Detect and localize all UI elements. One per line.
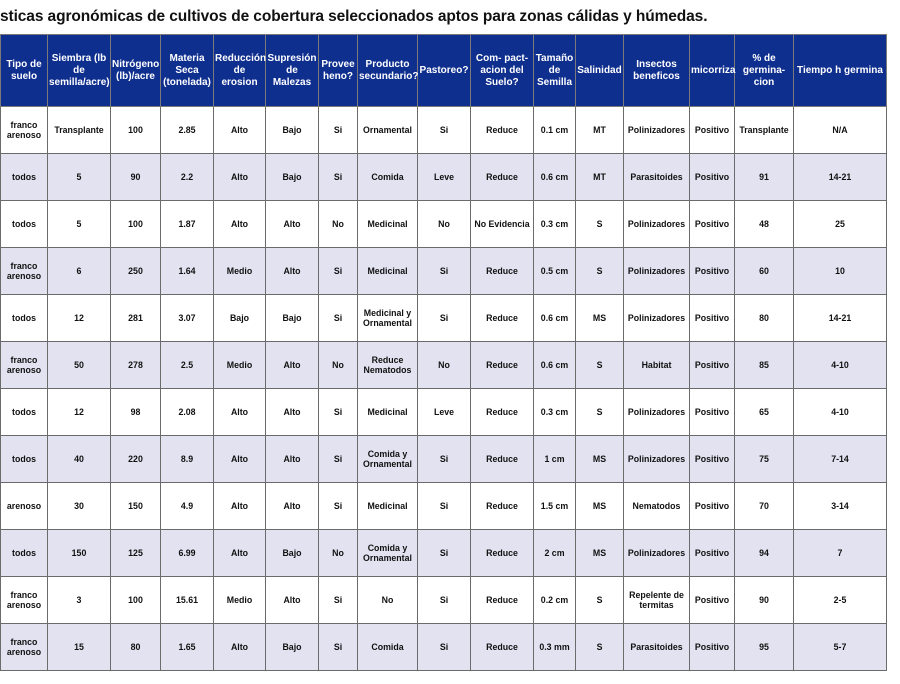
table-cell: No Evidencia xyxy=(471,201,534,248)
table-cell: Si xyxy=(319,154,358,201)
table-cell: Positivo xyxy=(690,201,735,248)
cover-crop-table xyxy=(0,34,887,671)
table-cell: 1.64 xyxy=(161,248,214,295)
table-cell: Si xyxy=(319,483,358,530)
table-cell: MS xyxy=(576,436,624,483)
table-cell: Reduce xyxy=(471,483,534,530)
table-cell: Si xyxy=(319,624,358,671)
table-cell: Habitat xyxy=(624,342,690,389)
column-header: Producto secundario? xyxy=(358,35,418,107)
table-row xyxy=(0,483,887,530)
table-cell: 80 xyxy=(111,624,161,671)
table-cell: 4-10 xyxy=(794,389,887,436)
table-cell: Reduce xyxy=(471,154,534,201)
table-cell: Alto xyxy=(266,577,319,624)
table-cell: MS xyxy=(576,295,624,342)
table-cell: 2.2 xyxy=(161,154,214,201)
table-cell: Alto xyxy=(214,201,266,248)
table-cell: 50 xyxy=(48,342,111,389)
table-cell: Si xyxy=(319,248,358,295)
table-cell: todos xyxy=(1,201,48,248)
table-row xyxy=(0,107,887,154)
table-cell: 150 xyxy=(48,530,111,577)
table-cell: Positivo xyxy=(690,530,735,577)
table-cell: S xyxy=(576,624,624,671)
table-cell: Reduce xyxy=(471,342,534,389)
table-cell: 65 xyxy=(735,389,794,436)
table-cell: Alto xyxy=(266,436,319,483)
table-cell: Si xyxy=(418,295,471,342)
table-cell: Comida y Ornamental xyxy=(358,530,418,577)
table-cell: 25 xyxy=(794,201,887,248)
table-cell: No xyxy=(358,577,418,624)
table-cell: 75 xyxy=(735,436,794,483)
table-cell: Reduce xyxy=(471,389,534,436)
column-header: Materia Seca (tonelada) xyxy=(161,35,214,107)
column-header: micorriza xyxy=(690,35,735,107)
table-cell: Bajo xyxy=(266,624,319,671)
table-cell: todos xyxy=(1,154,48,201)
table-cell: 100 xyxy=(111,577,161,624)
table-cell: 0.5 cm xyxy=(534,248,576,295)
table-cell: 0.3 cm xyxy=(534,201,576,248)
table-cell: Leve xyxy=(418,154,471,201)
table-cell: 3.07 xyxy=(161,295,214,342)
table-cell: franco arenoso xyxy=(1,107,48,154)
table-cell: No xyxy=(319,201,358,248)
table-cell: todos xyxy=(1,389,48,436)
table-cell: Bajo xyxy=(266,107,319,154)
table-cell: Si xyxy=(418,107,471,154)
table-row xyxy=(0,154,887,201)
table-cell: Medio xyxy=(214,248,266,295)
table-cell: Reduce xyxy=(471,295,534,342)
table-cell: 6.99 xyxy=(161,530,214,577)
table-cell: 8.9 xyxy=(161,436,214,483)
table-cell: 0.6 cm xyxy=(534,154,576,201)
table-cell: 90 xyxy=(111,154,161,201)
table-cell: Positivo xyxy=(690,295,735,342)
table-cell: 150 xyxy=(111,483,161,530)
table-cell: Alto xyxy=(266,201,319,248)
column-header: Reducción de erosion xyxy=(214,35,266,107)
table-cell: 5-7 xyxy=(794,624,887,671)
table-cell: 0.6 cm xyxy=(534,295,576,342)
table-cell: 14-21 xyxy=(794,154,887,201)
table-cell: Reduce xyxy=(471,530,534,577)
table-cell: 90 xyxy=(735,577,794,624)
table-cell: Alto xyxy=(266,248,319,295)
table-cell: MS xyxy=(576,530,624,577)
table-cell: 1 cm xyxy=(534,436,576,483)
table-cell: 1.87 xyxy=(161,201,214,248)
table-cell: Si xyxy=(319,107,358,154)
table-cell: Parasitoides xyxy=(624,624,690,671)
table-cell: todos xyxy=(1,530,48,577)
table-cell: Positivo xyxy=(690,436,735,483)
table-cell: Positivo xyxy=(690,624,735,671)
table-cell: Medicinal xyxy=(358,483,418,530)
table-cell: Medicinal y Ornamental xyxy=(358,295,418,342)
table-cell: 15.61 xyxy=(161,577,214,624)
column-header: Siembra (lb de semilla/acre) xyxy=(48,35,111,107)
table-cell: Reduce xyxy=(471,577,534,624)
table-cell: Alto xyxy=(214,436,266,483)
table-cell: S xyxy=(576,577,624,624)
table-cell: Bajo xyxy=(266,530,319,577)
table-cell: No xyxy=(319,342,358,389)
table-cell: S xyxy=(576,201,624,248)
table-cell: 1.5 cm xyxy=(534,483,576,530)
table-cell: 48 xyxy=(735,201,794,248)
table-cell: franco arenoso xyxy=(1,624,48,671)
table-cell: Alto xyxy=(266,389,319,436)
table-cell: todos xyxy=(1,436,48,483)
table-cell: 12 xyxy=(48,295,111,342)
table-cell: Alto xyxy=(214,530,266,577)
table-cell: 12 xyxy=(48,389,111,436)
table-row xyxy=(0,530,887,577)
table-cell: Bajo xyxy=(266,154,319,201)
table-cell: No xyxy=(418,201,471,248)
table-cell: Transplante xyxy=(735,107,794,154)
table-cell: Bajo xyxy=(266,295,319,342)
table-cell: Si xyxy=(319,295,358,342)
table-cell: Polinizadores xyxy=(624,530,690,577)
table-cell: 1.65 xyxy=(161,624,214,671)
table-cell: Polinizadores xyxy=(624,389,690,436)
table-cell: Alto xyxy=(214,154,266,201)
column-header: Provee heno? xyxy=(319,35,358,107)
table-cell: MT xyxy=(576,154,624,201)
table-cell: Medicinal xyxy=(358,248,418,295)
table-cell: 70 xyxy=(735,483,794,530)
table-cell: No xyxy=(418,342,471,389)
table-cell: Alto xyxy=(214,389,266,436)
table-cell: 250 xyxy=(111,248,161,295)
table-cell: 220 xyxy=(111,436,161,483)
table-row xyxy=(0,201,887,248)
table-cell: 3 xyxy=(48,577,111,624)
table-cell: 0.6 cm xyxy=(534,342,576,389)
table-cell: 95 xyxy=(735,624,794,671)
header-row xyxy=(0,35,887,107)
table-cell: 2.5 xyxy=(161,342,214,389)
table-cell: 94 xyxy=(735,530,794,577)
column-header: Insectos beneficos xyxy=(624,35,690,107)
table-cell: Polinizadores xyxy=(624,436,690,483)
table-cell: 281 xyxy=(111,295,161,342)
table-cell: 30 xyxy=(48,483,111,530)
table-cell: Si xyxy=(418,248,471,295)
table-cell: Si xyxy=(418,436,471,483)
table-title: sticas agronómicas de cultivos de cobertura seleccionados aptos para zonas cálidas y húmedas. xyxy=(0,8,708,25)
table-row xyxy=(0,577,887,624)
table-cell: Alto xyxy=(214,483,266,530)
table-cell: Comida y Ornamental xyxy=(358,436,418,483)
table-cell: 5 xyxy=(48,201,111,248)
column-header: Supresión de Malezas xyxy=(266,35,319,107)
column-header: Pastoreo? xyxy=(418,35,471,107)
table-cell: Alto xyxy=(266,342,319,389)
table-cell: Alto xyxy=(214,624,266,671)
column-header: Nitrógeno (lb)/acre xyxy=(111,35,161,107)
table-cell: franco arenoso xyxy=(1,248,48,295)
table-cell: Alto xyxy=(266,483,319,530)
table-cell: 91 xyxy=(735,154,794,201)
table-cell: Leve xyxy=(418,389,471,436)
table-cell: Nematodos xyxy=(624,483,690,530)
table-cell: Bajo xyxy=(214,295,266,342)
table-cell: franco arenoso xyxy=(1,577,48,624)
table-cell: MS xyxy=(576,483,624,530)
table-cell: 2.08 xyxy=(161,389,214,436)
table-cell: S xyxy=(576,342,624,389)
table-cell: 2-5 xyxy=(794,577,887,624)
table-cell: Si xyxy=(418,624,471,671)
table-cell: Reduce xyxy=(471,248,534,295)
table-row xyxy=(0,624,887,671)
table-cell: Positivo xyxy=(690,389,735,436)
table-cell: Polinizadores xyxy=(624,295,690,342)
table-cell: Alto xyxy=(214,107,266,154)
table-cell: 5 xyxy=(48,154,111,201)
table-cell: Comida xyxy=(358,154,418,201)
table-cell: 80 xyxy=(735,295,794,342)
table-cell: Positivo xyxy=(690,483,735,530)
table-cell: Medicinal xyxy=(358,201,418,248)
table-cell: Reduce Nematodos xyxy=(358,342,418,389)
table-cell: Medio xyxy=(214,342,266,389)
table-cell: Medicinal xyxy=(358,389,418,436)
table-cell: 2 cm xyxy=(534,530,576,577)
table-row xyxy=(0,436,887,483)
table-cell: 100 xyxy=(111,107,161,154)
table-cell: 14-21 xyxy=(794,295,887,342)
table-cell: 0.3 cm xyxy=(534,389,576,436)
column-header: Salinidad xyxy=(576,35,624,107)
table-cell: Transplante xyxy=(48,107,111,154)
table-cell: 10 xyxy=(794,248,887,295)
table-cell: 0.2 cm xyxy=(534,577,576,624)
table-cell: 6 xyxy=(48,248,111,295)
column-header: % de germina- cion xyxy=(735,35,794,107)
table-cell: Parasitoides xyxy=(624,154,690,201)
table-cell: Polinizadores xyxy=(624,201,690,248)
table-cell: Positivo xyxy=(690,342,735,389)
table-cell: 15 xyxy=(48,624,111,671)
column-header: Com- pact-acion del Suelo? xyxy=(471,35,534,107)
table-cell: 2.85 xyxy=(161,107,214,154)
table-cell: MT xyxy=(576,107,624,154)
table-cell: Positivo xyxy=(690,154,735,201)
table-cell: Positivo xyxy=(690,248,735,295)
table-cell: Reduce xyxy=(471,436,534,483)
table-cell: Reduce xyxy=(471,624,534,671)
table-row xyxy=(0,342,887,389)
table-cell: Comida xyxy=(358,624,418,671)
table-cell: Si xyxy=(418,483,471,530)
table-cell: Reduce xyxy=(471,107,534,154)
table-cell: Repelente de termitas xyxy=(624,577,690,624)
table-cell: 3-14 xyxy=(794,483,887,530)
table-cell: Positivo xyxy=(690,577,735,624)
table-cell: 40 xyxy=(48,436,111,483)
table-cell: Si xyxy=(319,577,358,624)
table-cell: 100 xyxy=(111,201,161,248)
table-cell: 278 xyxy=(111,342,161,389)
table-cell: Positivo xyxy=(690,107,735,154)
table-cell: 4-10 xyxy=(794,342,887,389)
table-cell: 125 xyxy=(111,530,161,577)
table-cell: N/A xyxy=(794,107,887,154)
table-cell: Ornamental xyxy=(358,107,418,154)
table-cell: Si xyxy=(319,436,358,483)
table-row xyxy=(0,295,887,342)
table-cell: Polinizadores xyxy=(624,248,690,295)
table-cell: 4.9 xyxy=(161,483,214,530)
table-cell: Polinizadores xyxy=(624,107,690,154)
column-header: Tiempo h germina xyxy=(794,35,887,107)
table-cell: No xyxy=(319,530,358,577)
table-cell: 85 xyxy=(735,342,794,389)
table-cell: 0.3 mm xyxy=(534,624,576,671)
table-cell: 98 xyxy=(111,389,161,436)
table-cell: Si xyxy=(418,577,471,624)
table-body xyxy=(0,107,887,671)
table-cell: todos xyxy=(1,295,48,342)
column-header: Tipo de suelo xyxy=(1,35,48,107)
table-cell: Si xyxy=(319,389,358,436)
table-cell: S xyxy=(576,248,624,295)
table-cell: 7-14 xyxy=(794,436,887,483)
table-row xyxy=(0,248,887,295)
table-cell: franco arenoso xyxy=(1,342,48,389)
table-row xyxy=(0,389,887,436)
column-header: Tamaño de Semilla xyxy=(534,35,576,107)
table-cell: 7 xyxy=(794,530,887,577)
table-cell: 0.1 cm xyxy=(534,107,576,154)
table-viewport xyxy=(0,34,883,684)
table-cell: arenoso xyxy=(1,483,48,530)
table-cell: Medio xyxy=(214,577,266,624)
table-cell: 60 xyxy=(735,248,794,295)
table-cell: Si xyxy=(418,530,471,577)
table-cell: S xyxy=(576,389,624,436)
